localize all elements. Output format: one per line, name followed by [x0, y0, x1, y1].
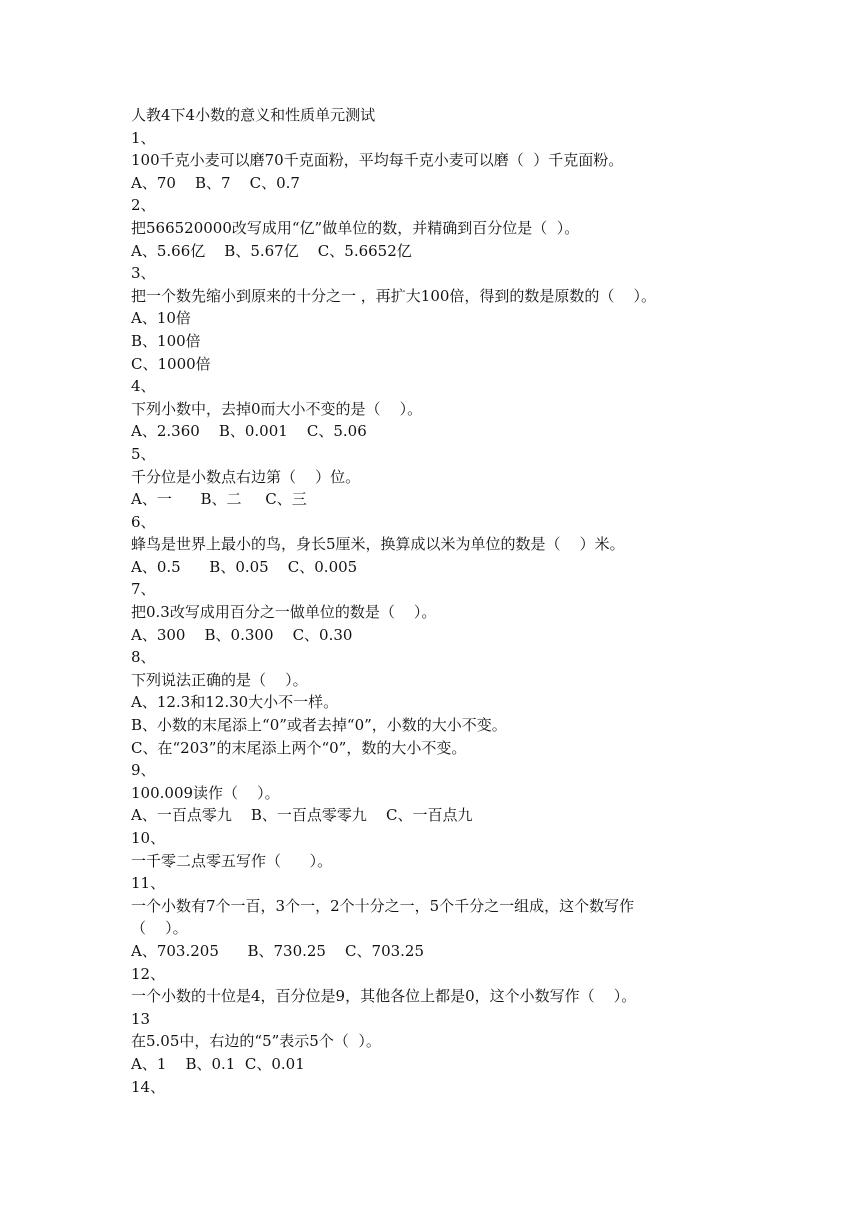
question-number: 7、: [131, 580, 156, 599]
question-text: 下列说法正确的是（ ）。: [131, 670, 308, 689]
question-number: 1、: [131, 128, 156, 147]
question-number: 14、: [131, 1077, 166, 1096]
question-number: 9、: [131, 761, 156, 780]
question-number: 6、: [131, 512, 156, 531]
question-text: 一千零二点零五写作（ ）。: [131, 851, 333, 870]
answer-option: C、1000倍: [131, 354, 211, 373]
question-text: 千分位是小数点右边第（ ）位。: [131, 467, 361, 486]
question-number: 11、: [131, 874, 166, 893]
question-text: 下列小数中，去掉0而大小不变的是（ ）。: [131, 399, 423, 418]
question-text: 把566520000改写成用“亿”做单位的数，并精确到百分位是（ ）。: [131, 218, 580, 237]
question-text: 蜂鸟是世界上最小的鸟，身长5厘米，换算成以米为单位的数是（ ）米。: [131, 535, 625, 554]
question-number: 13: [131, 1009, 151, 1028]
answer-option: A、10倍: [131, 309, 191, 328]
question-number: 4、: [131, 377, 156, 396]
answer-options: A、300 B、0.300 C、0.30: [131, 625, 353, 644]
question-text-continued: （ ）。: [131, 919, 188, 938]
question-text: 把一个数先缩小到原来的十分之一 ，再扩大100倍，得到的数是原数的（ ）。: [131, 286, 656, 305]
question-text: 100.009读作（ ）。: [131, 783, 280, 802]
question-number: 5、: [131, 444, 156, 463]
answer-options: A、5.66亿 B、5.67亿 C、5.6652亿: [131, 241, 412, 260]
answer-options: A、2.360 B、0.001 C、5.06: [131, 422, 367, 441]
question-number: 3、: [131, 264, 156, 283]
answer-option: C、在“203”的末尾添上两个“0”，数的大小不变。: [131, 738, 467, 757]
question-number: 8、: [131, 648, 156, 667]
answer-option: A、12.3和12.30大小不一样。: [131, 693, 339, 712]
question-text: 在5.05中，右边的“5”表示5个（ ）。: [131, 1032, 381, 1051]
question-text: 把0.3改写成用百分之一做单位的数是（ ）。: [131, 603, 437, 622]
question-number: 2、: [131, 196, 156, 215]
question-number: 12、: [131, 964, 166, 983]
document-title: 人教4下4小数的意义和性质单元测试: [131, 106, 376, 124]
answer-option: B、100倍: [131, 331, 201, 350]
question-text: 一个小数的十位是4，百分位是9，其他各位上都是0，这个小数写作（ ）。: [131, 987, 637, 1006]
answer-option: B、小数的末尾添上“0”或者去掉“0”，小数的大小不变。: [131, 716, 507, 735]
answer-options: A、70 B、7 C、0.7: [131, 173, 300, 192]
answer-options: A、一 B、二 C、三: [131, 490, 307, 509]
question-text: 100千克小麦可以磨70千克面粉，平均每千克小麦可以磨（ ）千克面粉。: [131, 151, 624, 170]
answer-options: A、1 B、0.1 C、0.01: [131, 1054, 305, 1073]
answer-options: A、一百点零九 B、一百点零零九 C、一百点九: [131, 806, 473, 825]
question-number: 10、: [131, 829, 166, 847]
document-page: [131, 104, 771, 1098]
answer-options: A、0.5 B、0.05 C、0.005: [131, 557, 358, 576]
answer-options: A、703.205 B、730.25 C、703.25: [131, 941, 425, 960]
question-text: 一个小数有7个一百，3个一，2个十分之一，5个千分之一组成，这个数写作: [131, 896, 635, 915]
